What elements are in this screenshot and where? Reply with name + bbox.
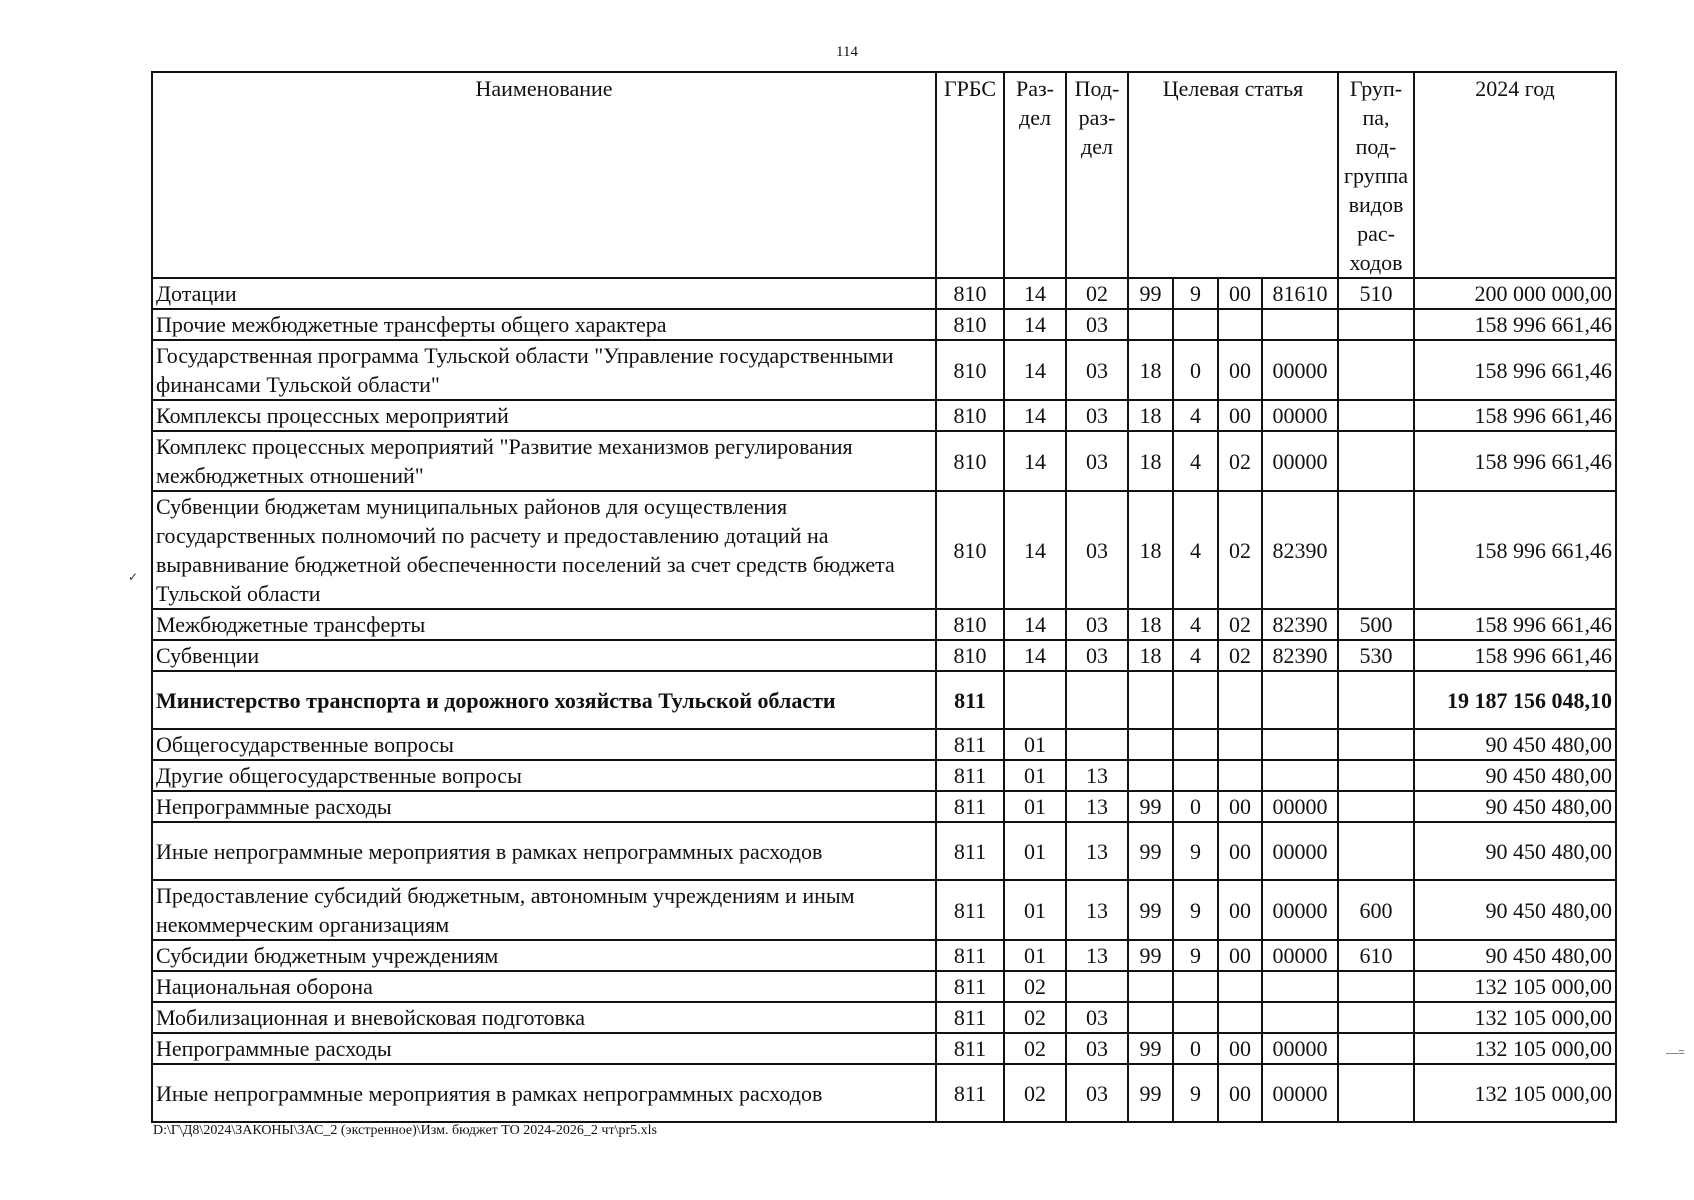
target-subprogram-cell: 4 <box>1173 400 1218 431</box>
expense-group-cell <box>1338 1064 1414 1122</box>
expense-group-cell <box>1338 431 1414 491</box>
table-row <box>152 278 1616 309</box>
target-event-cell: 02 <box>1218 609 1262 640</box>
amount-cell: 158 996 661,46 <box>1414 309 1616 340</box>
grbs-cell: 810 <box>936 431 1004 491</box>
table-row <box>152 671 1616 729</box>
podrazdel-cell: 03 <box>1066 400 1128 431</box>
expense-group-cell <box>1338 822 1414 880</box>
amount-cell: 132 105 000,00 <box>1414 1064 1616 1122</box>
expense-group-cell <box>1338 671 1414 729</box>
podrazdel-cell <box>1066 971 1128 1002</box>
target-code-cell: 82390 <box>1262 609 1338 640</box>
target-subprogram-cell: 9 <box>1173 1064 1218 1122</box>
podrazdel-cell <box>1066 729 1128 760</box>
table-row <box>152 1033 1616 1064</box>
amount-cell: 90 450 480,00 <box>1414 729 1616 760</box>
target-event-cell: 00 <box>1218 880 1262 940</box>
row-name: Межбюджетные трансферты <box>152 609 936 640</box>
row-name: Субвенции <box>152 640 936 671</box>
expense-group-cell <box>1338 791 1414 822</box>
header-podrazdel: Под- раз- дел <box>1066 72 1128 278</box>
row-name: Мобилизационная и вневойсковая подготовка <box>152 1002 936 1033</box>
target-event-cell <box>1218 760 1262 791</box>
expense-group-cell <box>1338 1033 1414 1064</box>
target-code-cell: 81610 <box>1262 278 1338 309</box>
target-code-cell: 00000 <box>1262 791 1338 822</box>
podrazdel-cell: 13 <box>1066 822 1128 880</box>
target-program-cell <box>1128 971 1173 1002</box>
row-name: Другие общегосударственные вопросы <box>152 760 936 791</box>
expense-group-cell: 500 <box>1338 609 1414 640</box>
target-event-cell: 00 <box>1218 278 1262 309</box>
row-name: Предоставление субсидий бюджетным, автономным учреждениям и иным некоммерческим организациям <box>152 880 936 940</box>
amount-cell: 90 450 480,00 <box>1414 822 1616 880</box>
target-subprogram-cell <box>1173 760 1218 791</box>
razdel-cell: 14 <box>1004 400 1066 431</box>
target-event-cell <box>1218 729 1262 760</box>
target-event-cell <box>1218 1002 1262 1033</box>
target-subprogram-cell <box>1173 671 1218 729</box>
target-event-cell: 02 <box>1218 640 1262 671</box>
target-subprogram-cell: 4 <box>1173 431 1218 491</box>
target-code-cell: 82390 <box>1262 640 1338 671</box>
expense-group-cell: 600 <box>1338 880 1414 940</box>
razdel-cell: 14 <box>1004 309 1066 340</box>
podrazdel-cell: 03 <box>1066 309 1128 340</box>
podrazdel-cell: 03 <box>1066 609 1128 640</box>
amount-cell: 158 996 661,46 <box>1414 340 1616 400</box>
razdel-cell: 14 <box>1004 431 1066 491</box>
target-program-cell <box>1128 671 1173 729</box>
razdel-cell: 14 <box>1004 340 1066 400</box>
target-subprogram-cell <box>1173 1002 1218 1033</box>
podrazdel-cell: 13 <box>1066 880 1128 940</box>
razdel-cell: 14 <box>1004 491 1066 609</box>
target-program-cell: 18 <box>1128 400 1173 431</box>
expense-group-cell: 530 <box>1338 640 1414 671</box>
podrazdel-cell: 03 <box>1066 1064 1128 1122</box>
target-subprogram-cell: 0 <box>1173 791 1218 822</box>
row-name: Непрограммные расходы <box>152 791 936 822</box>
target-code-cell: 00000 <box>1262 1033 1338 1064</box>
grbs-cell: 810 <box>936 340 1004 400</box>
podrazdel-cell: 13 <box>1066 791 1128 822</box>
grbs-cell: 810 <box>936 400 1004 431</box>
grbs-cell: 811 <box>936 729 1004 760</box>
razdel-cell: 14 <box>1004 278 1066 309</box>
row-name: Субвенции бюджетам муниципальных районов для осуществления государственных полномочий по расчету и предоставлению дотаций на выравнивание бюджетной обеспеченности поселений за счет средств бюджета Тульской области <box>152 491 936 609</box>
table-row <box>152 940 1616 971</box>
grbs-cell: 810 <box>936 640 1004 671</box>
grbs-cell: 811 <box>936 1033 1004 1064</box>
table-row <box>152 760 1616 791</box>
target-code-cell: 82390 <box>1262 491 1338 609</box>
target-event-cell <box>1218 971 1262 1002</box>
amount-cell: 158 996 661,46 <box>1414 640 1616 671</box>
table-row <box>152 880 1616 940</box>
table-row <box>152 1002 1616 1033</box>
table-row <box>152 431 1616 491</box>
grbs-cell: 811 <box>936 760 1004 791</box>
target-subprogram-cell: 9 <box>1173 822 1218 880</box>
grbs-cell: 811 <box>936 671 1004 729</box>
target-event-cell: 00 <box>1218 822 1262 880</box>
target-subprogram-cell <box>1173 729 1218 760</box>
row-name: Комплексы процессных мероприятий <box>152 400 936 431</box>
razdel-cell: 01 <box>1004 880 1066 940</box>
target-event-cell: 00 <box>1218 1033 1262 1064</box>
expense-group-cell: 510 <box>1338 278 1414 309</box>
row-name: Дотации <box>152 278 936 309</box>
table-row <box>152 640 1616 671</box>
page-number: 114 <box>836 44 858 60</box>
expense-group-cell <box>1338 400 1414 431</box>
expense-group-cell <box>1338 309 1414 340</box>
amount-cell: 90 450 480,00 <box>1414 940 1616 971</box>
amount-cell: 132 105 000,00 <box>1414 1002 1616 1033</box>
target-event-cell: 00 <box>1218 791 1262 822</box>
target-event-cell: 02 <box>1218 491 1262 609</box>
expense-group-cell <box>1338 729 1414 760</box>
target-code-cell <box>1262 760 1338 791</box>
target-code-cell: 00000 <box>1262 431 1338 491</box>
table-row <box>152 609 1616 640</box>
expense-group-cell: 610 <box>1338 940 1414 971</box>
podrazdel-cell <box>1066 671 1128 729</box>
podrazdel-cell: 03 <box>1066 1002 1128 1033</box>
target-code-cell <box>1262 309 1338 340</box>
table-row <box>152 729 1616 760</box>
target-event-cell: 00 <box>1218 400 1262 431</box>
target-program-cell <box>1128 1002 1173 1033</box>
target-program-cell: 99 <box>1128 1064 1173 1122</box>
row-name: Непрограммные расходы <box>152 1033 936 1064</box>
table-row <box>152 491 1616 609</box>
grbs-cell: 811 <box>936 791 1004 822</box>
amount-cell: 158 996 661,46 <box>1414 431 1616 491</box>
grbs-cell: 811 <box>936 822 1004 880</box>
amount-cell: 90 450 480,00 <box>1414 880 1616 940</box>
header-year: 2024 год <box>1414 72 1616 278</box>
target-code-cell: 00000 <box>1262 1064 1338 1122</box>
target-event-cell <box>1218 671 1262 729</box>
grbs-cell: 811 <box>936 1064 1004 1122</box>
target-code-cell <box>1262 971 1338 1002</box>
podrazdel-cell: 02 <box>1066 278 1128 309</box>
target-event-cell: 00 <box>1218 340 1262 400</box>
target-program-cell: 99 <box>1128 791 1173 822</box>
header-razdel: Раз- дел <box>1004 72 1066 278</box>
amount-cell: 200 000 000,00 <box>1414 278 1616 309</box>
amount-cell: 90 450 480,00 <box>1414 791 1616 822</box>
target-program-cell: 18 <box>1128 491 1173 609</box>
table-body <box>152 278 1616 1122</box>
header-grbs: ГРБС <box>936 72 1004 278</box>
target-program-cell: 99 <box>1128 880 1173 940</box>
target-code-cell <box>1262 671 1338 729</box>
target-program-cell <box>1128 729 1173 760</box>
header-target: Целевая статья <box>1128 72 1338 278</box>
scan-mark: —= <box>1666 1045 1685 1059</box>
target-event-cell: 00 <box>1218 940 1262 971</box>
amount-cell: 132 105 000,00 <box>1414 971 1616 1002</box>
target-program-cell: 18 <box>1128 609 1173 640</box>
scan-mark: ✓ <box>128 570 139 584</box>
row-name: Министерство транспорта и дорожного хозяйства Тульской области <box>152 671 936 729</box>
header-name: Наименование <box>152 72 936 278</box>
target-subprogram-cell: 9 <box>1173 940 1218 971</box>
target-program-cell <box>1128 309 1173 340</box>
row-name: Иные непрограммные мероприятия в рамках непрограммных расходов <box>152 822 936 880</box>
table-row <box>152 400 1616 431</box>
target-subprogram-cell: 0 <box>1173 1033 1218 1064</box>
row-name: Комплекс процессных мероприятий "Развитие механизмов регулирования межбюджетных отношений" <box>152 431 936 491</box>
target-program-cell: 18 <box>1128 340 1173 400</box>
target-program-cell: 99 <box>1128 278 1173 309</box>
table-row <box>152 822 1616 880</box>
target-event-cell: 02 <box>1218 431 1262 491</box>
table-row <box>152 971 1616 1002</box>
table-row <box>152 1064 1616 1122</box>
podrazdel-cell: 03 <box>1066 491 1128 609</box>
table-row <box>152 340 1616 400</box>
amount-cell: 158 996 661,46 <box>1414 491 1616 609</box>
razdel-cell: 02 <box>1004 1002 1066 1033</box>
podrazdel-cell: 03 <box>1066 640 1128 671</box>
target-code-cell: 00000 <box>1262 940 1338 971</box>
razdel-cell: 14 <box>1004 640 1066 671</box>
budget-table <box>151 71 1617 1123</box>
razdel-cell: 01 <box>1004 760 1066 791</box>
row-name: Субсидии бюджетным учреждениям <box>152 940 936 971</box>
grbs-cell: 810 <box>936 309 1004 340</box>
expense-group-cell <box>1338 760 1414 791</box>
grbs-cell: 810 <box>936 609 1004 640</box>
razdel-cell: 02 <box>1004 1064 1066 1122</box>
target-program-cell: 99 <box>1128 822 1173 880</box>
target-code-cell: 00000 <box>1262 400 1338 431</box>
expense-group-cell <box>1338 340 1414 400</box>
expense-group-cell <box>1338 491 1414 609</box>
amount-cell: 158 996 661,46 <box>1414 609 1616 640</box>
razdel-cell: 01 <box>1004 729 1066 760</box>
target-code-cell <box>1262 729 1338 760</box>
grbs-cell: 810 <box>936 278 1004 309</box>
row-name: Государственная программа Тульской области "Управление государственными финансами Тульской области" <box>152 340 936 400</box>
file-path-footer: D:\Г\Д8\2024\ЗАКОНЫ\ЗАС_2 (экстренное)\Изм. бюджет ТО 2024-2026_2 чт\pr5.xls <box>153 1123 657 1138</box>
target-subprogram-cell: 9 <box>1173 278 1218 309</box>
target-event-cell: 00 <box>1218 1064 1262 1122</box>
header-row <box>152 72 1616 278</box>
razdel-cell <box>1004 671 1066 729</box>
table-row <box>152 309 1616 340</box>
row-name: Общегосударственные вопросы <box>152 729 936 760</box>
header-group: Груп- па, под- группа видов рас- ходов <box>1338 72 1414 278</box>
grbs-cell: 811 <box>936 940 1004 971</box>
target-subprogram-cell: 0 <box>1173 340 1218 400</box>
grbs-cell: 810 <box>936 491 1004 609</box>
amount-cell: 132 105 000,00 <box>1414 1033 1616 1064</box>
podrazdel-cell: 13 <box>1066 760 1128 791</box>
target-subprogram-cell: 4 <box>1173 609 1218 640</box>
grbs-cell: 811 <box>936 880 1004 940</box>
expense-group-cell <box>1338 971 1414 1002</box>
razdel-cell: 02 <box>1004 971 1066 1002</box>
razdel-cell: 01 <box>1004 822 1066 880</box>
podrazdel-cell: 13 <box>1066 940 1128 971</box>
amount-cell: 90 450 480,00 <box>1414 760 1616 791</box>
podrazdel-cell: 03 <box>1066 1033 1128 1064</box>
target-subprogram-cell: 9 <box>1173 880 1218 940</box>
target-program-cell <box>1128 760 1173 791</box>
row-name: Прочие межбюджетные трансферты общего характера <box>152 309 936 340</box>
target-event-cell <box>1218 309 1262 340</box>
target-program-cell: 18 <box>1128 640 1173 671</box>
razdel-cell: 14 <box>1004 609 1066 640</box>
razdel-cell: 01 <box>1004 791 1066 822</box>
table-row <box>152 791 1616 822</box>
razdel-cell: 02 <box>1004 1033 1066 1064</box>
target-program-cell: 18 <box>1128 431 1173 491</box>
target-code-cell: 00000 <box>1262 340 1338 400</box>
target-code-cell: 00000 <box>1262 880 1338 940</box>
grbs-cell: 811 <box>936 971 1004 1002</box>
target-subprogram-cell <box>1173 971 1218 1002</box>
podrazdel-cell: 03 <box>1066 340 1128 400</box>
target-program-cell: 99 <box>1128 1033 1173 1064</box>
amount-cell: 158 996 661,46 <box>1414 400 1616 431</box>
row-name: Национальная оборона <box>152 971 936 1002</box>
razdel-cell: 01 <box>1004 940 1066 971</box>
podrazdel-cell: 03 <box>1066 431 1128 491</box>
expense-group-cell <box>1338 1002 1414 1033</box>
amount-cell: 19 187 156 048,10 <box>1414 671 1616 729</box>
target-code-cell <box>1262 1002 1338 1033</box>
row-name: Иные непрограммные мероприятия в рамках непрограммных расходов <box>152 1064 936 1122</box>
target-subprogram-cell <box>1173 309 1218 340</box>
target-program-cell: 99 <box>1128 940 1173 971</box>
target-subprogram-cell: 4 <box>1173 640 1218 671</box>
grbs-cell: 811 <box>936 1002 1004 1033</box>
target-code-cell: 00000 <box>1262 822 1338 880</box>
target-subprogram-cell: 4 <box>1173 491 1218 609</box>
